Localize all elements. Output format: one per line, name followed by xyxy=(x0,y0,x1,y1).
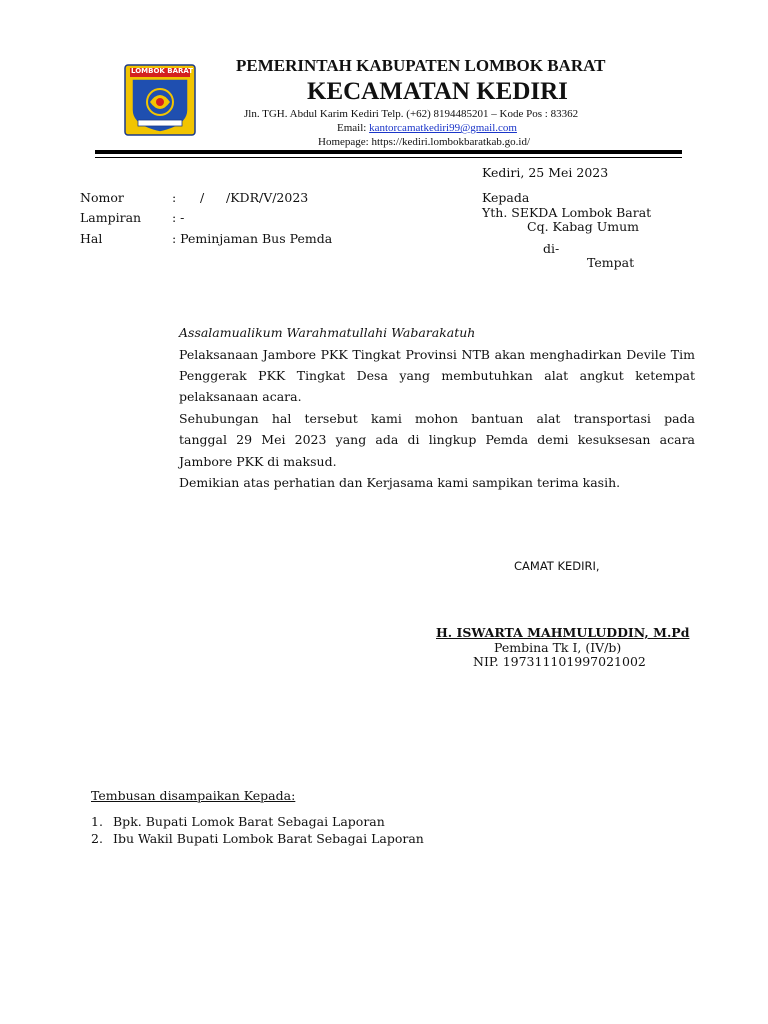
recipient-cq: Cq. Kabag Umum xyxy=(527,219,640,234)
header-line-1: PEMERINTAH KABUPATEN LOMBOK BARAT xyxy=(236,56,606,75)
email-label: Email: xyxy=(337,122,370,134)
nomor-slash: / xyxy=(200,190,205,205)
paragraph-2-line-2: tanggal 29 Mei 2023 yang ada di lingkup Pemda demi kesuksesan acara xyxy=(179,432,695,447)
cc-item-1-num: 1. xyxy=(91,814,103,829)
lampiran-value: : - xyxy=(172,210,185,225)
logo-banner-text: LOMBOK BARAT xyxy=(131,67,194,75)
nomor-value: /KDR/V/2023 xyxy=(226,190,309,205)
header-homepage: Homepage: https://kediri.lombokbaratkab.go.id/ xyxy=(318,136,531,148)
recipient-kepada: Kepada xyxy=(482,190,530,205)
header-divider-thick xyxy=(95,150,682,154)
paragraph-2-line-3: Jambore PKK di maksud. xyxy=(179,454,337,469)
header-line-2: KECAMATAN KEDIRI xyxy=(307,78,568,105)
cc-item-2-num: 2. xyxy=(91,831,103,846)
hal-label: Hal xyxy=(80,231,103,246)
email-link[interactable]: kantorcamatkediri99@gmail.com xyxy=(369,122,517,134)
cc-item-2-text: Ibu Wakil Bupati Lombok Barat Sebagai Laporan xyxy=(113,831,424,846)
recipient-di: di- xyxy=(543,241,560,256)
nomor-colon: : xyxy=(172,190,177,205)
signature-nip: NIP. 197311101997021002 xyxy=(473,654,646,669)
recipient-yth: Yth. SEKDA Lombok Barat xyxy=(482,205,652,220)
recipient-tempat: Tempat xyxy=(587,255,635,270)
header-address: Jln. TGH. Abdul Karim Kediri Telp. (+62) 8194485201 – Kode Pos : 83362 xyxy=(244,108,579,120)
signature-name: H. ISWARTA MAHMULUDDIN, M.Pd xyxy=(436,625,690,640)
header-divider-thin xyxy=(95,157,682,158)
signature-title: CAMAT KEDIRI, xyxy=(514,559,600,573)
cc-heading: Tembusan disampaikan Kepada: xyxy=(91,788,296,803)
letter-date: Kediri, 25 Mei 2023 xyxy=(482,165,609,180)
paragraph-3: Demikian atas perhatian dan Kerjasama kami sampikan terima kasih. xyxy=(179,475,621,490)
paragraph-1-line-3: pelaksanaan acara. xyxy=(179,389,302,404)
cc-item-1-text: Bpk. Bupati Lomok Barat Sebagai Laporan xyxy=(113,814,385,829)
nomor-label: Nomor xyxy=(80,190,124,205)
signature-rank: Pembina Tk I, (IV/b) xyxy=(494,640,622,655)
greeting: Assalamualikum Warahmatullahi Wabarakatuh xyxy=(179,325,476,340)
lampiran-label: Lampiran xyxy=(80,210,142,225)
paragraph-1-line-2: Penggerak PKK Tingkat Desa yang membutuhkan alat angkut ketempat xyxy=(179,368,695,383)
paragraph-2-line-1: Sehubungan hal tersebut kami mohon bantuan alat transportasi pada xyxy=(179,411,695,426)
hal-value: : Peminjaman Bus Pemda xyxy=(172,231,333,246)
header-email-line xyxy=(337,122,517,134)
paragraph-1-line-1: Pelaksanaan Jambore PKK Tingkat Provinsi NTB akan menghadirkan Devile Tim xyxy=(179,347,695,362)
